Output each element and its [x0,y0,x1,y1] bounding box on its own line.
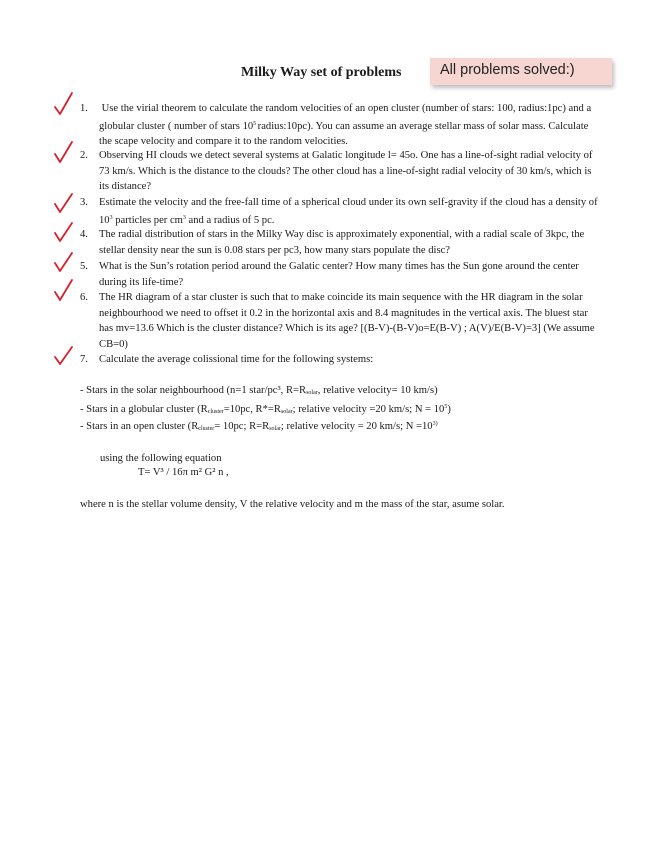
system-item-solar-neighbourhood: - Stars in the solar neighbourhood (n=1 star/pc³, $R=R_{solar}$, relative velocity= 10 km/s) [80,385,438,396]
problem-text: Calculate the average colissional time for the following systems: [99,354,374,365]
problem-number: 6. [80,292,88,303]
closing-text: where n is the stellar volume density, V the relative velocity and m the mass of the star, asume solar. [80,499,505,510]
system-item-open-cluster: - Stars in an open cluster ($R_{cluster}= 10pc$; $R=R_{solar}$; relative velocity = 20 km/s; $N =10^{3)}$ [80,421,438,432]
problem-number: 2. [80,150,88,161]
problem-number: 4. [80,229,88,240]
equation-intro: using the following equation [100,453,222,464]
sticky-note: All problems solved:) [430,58,612,85]
problem-text: Estimate the velocity and the free-fall time of a spherical cloud under its own self-gravity if the cloud has a density of $10^3$ particles per $cm^3$ and a radius of 5 pc. [99,197,598,226]
check-mark-icon [53,221,75,247]
check-mark-icon [53,91,75,117]
check-mark-icon [53,192,75,218]
problem-text: What is the Sun’s rotation period around the Galatic center? How many times has the Sun gone around the center during its life-time? [99,261,579,288]
collision-time-equation: T= V³ / 16π m² G² n , [138,467,229,478]
page-title: Milky Way set of problems [241,65,402,80]
problem-number: 7. [80,354,88,365]
problem-number: 1. [80,103,88,114]
check-mark-icon [53,278,75,304]
problem-number: 5. [80,261,88,272]
check-mark-icon [53,140,75,166]
check-mark-icon [53,251,75,277]
problem-text: The radial distribution of stars in the Milky Way disc is approximately exponential, with a radial scale of 3kpc, the stellar density near the sun is 0.08 stars per pc3, how many stars populate the disc? [99,229,585,256]
problem-number: 3. [80,197,88,208]
check-mark-icon [53,345,75,371]
problem-text: Observing HI clouds we detect several systems at Galatic longitude l= 45o. One has a line-of-sight radial velocity of 73 km/s. Which is the distance to the clouds? The other cloud has a line-of-sight radial velocity of 30 km/s, which is its distance? [99,150,593,193]
system-item-globular-cluster: - Stars in a globular cluster ($R_{cluster}=10pc$, $R*=R_{solar}$; relative velocity =20 km/s; $N = 10^5$) [80,404,451,415]
problem-text: Use the virial theorem to calculate the random velocities of an open cluster (number of stars: 100, radius:1pc) and a globular cluster ( number of stars $10^5$ radius:10pc). You can assume an average stellar mass of solar mass. Calculate the scape velocity and compare it to the random velocities. [99,103,592,148]
problem-text: The HR diagram of a star cluster is such that to make coincide its main sequence with the HR diagram in the solar neighbourhood we need to offset it 0.2 in the horizontal axis and 8.4 magnitudes in the vertical axis. The bluest star has mv=13.6 Which is the cluster distance? Which is its age? [(B-V)-(B-V)o=E(B-V) ; A(V)/E(B-V)=3] (We assume CB=0) [99,292,595,350]
